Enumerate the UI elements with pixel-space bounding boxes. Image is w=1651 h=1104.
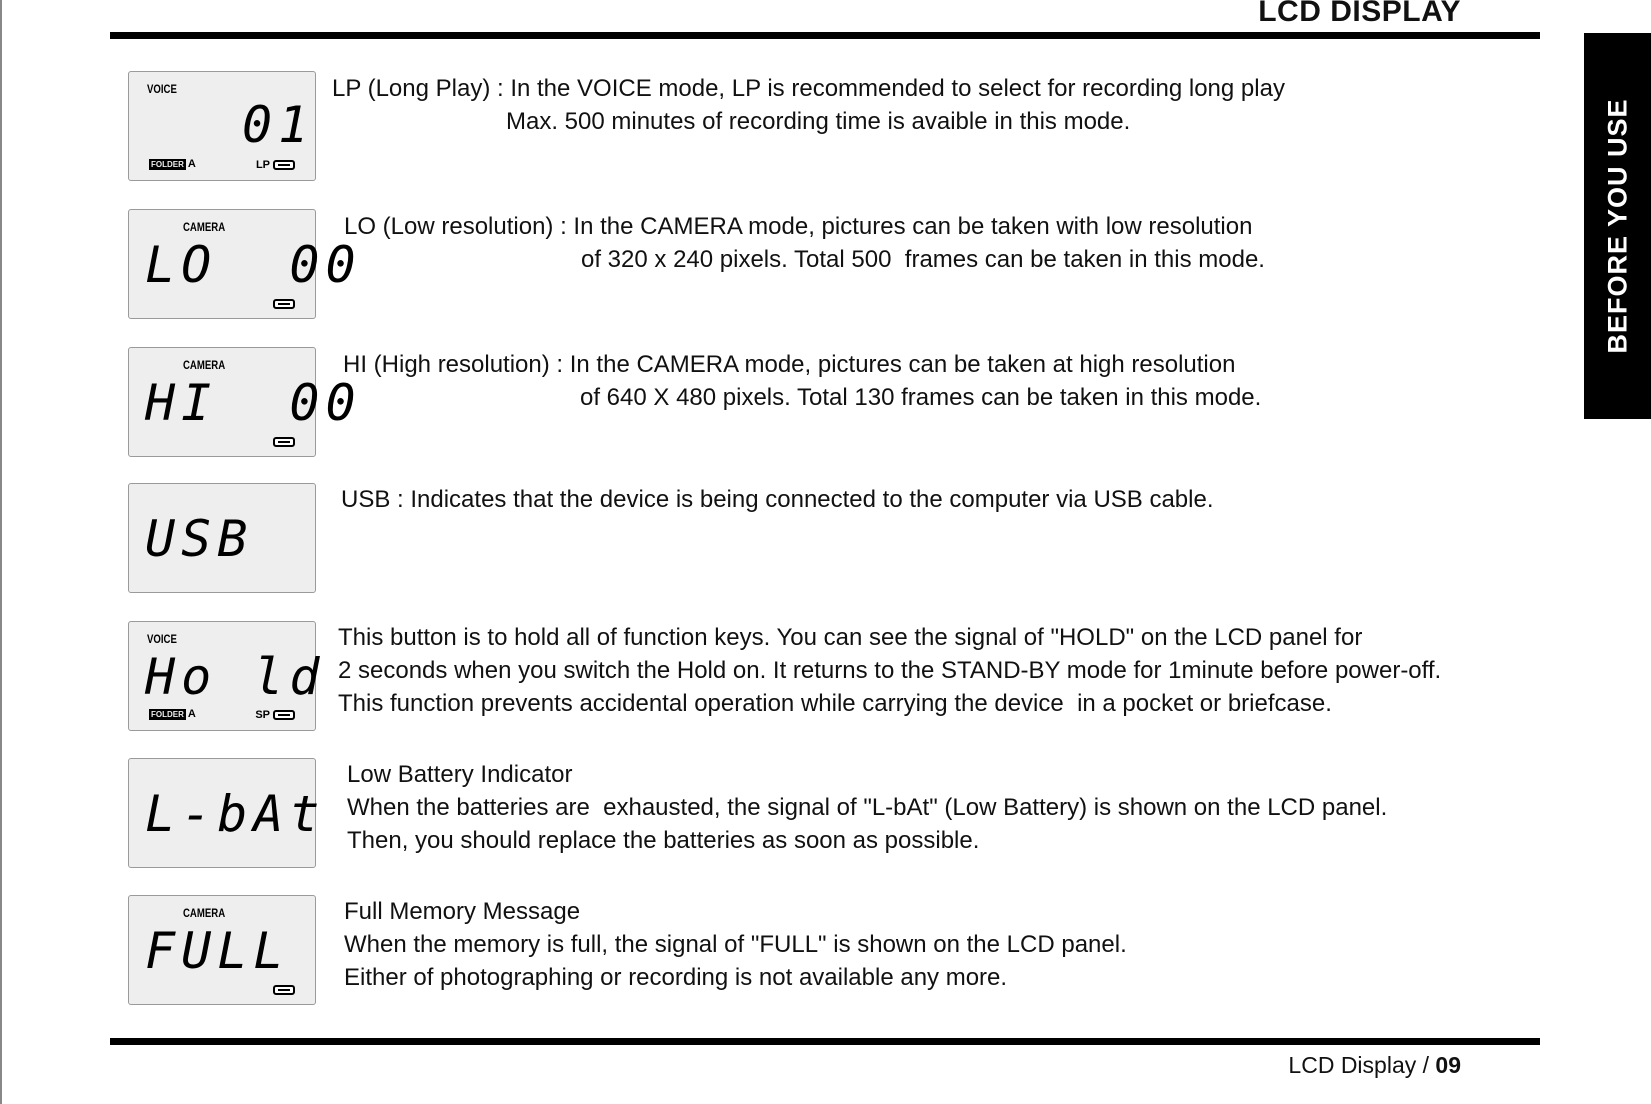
battery-icon xyxy=(273,710,295,720)
page-number: 09 xyxy=(1435,1052,1461,1078)
description-line: When the batteries are exhausted, the signal of "L-bAt" (Low Battery) is shown on the LCD panel. xyxy=(347,794,1388,821)
description-line: LO (Low resolution) : In the CAMERA mode, pictures can be taken with low resolution xyxy=(344,213,1253,240)
lcd-item-usb xyxy=(0,483,1651,595)
lcd-item-hold xyxy=(0,621,1651,733)
lcd-quality-indicator xyxy=(256,159,295,171)
description-line: of 640 X 480 pixels. Total 130 frames can be taken in this mode. xyxy=(580,384,1262,411)
lcd-panel xyxy=(128,347,362,457)
description-line: HI (High resolution) : In the CAMERA mode, pictures can be taken at high resolution xyxy=(343,351,1236,378)
footer-rule xyxy=(110,1038,1540,1045)
description-line: This button is to hold all of function keys. You can see the signal of "HOLD" on the LCD panel for xyxy=(338,624,1363,651)
description-heading: Full Memory Message xyxy=(344,898,581,925)
lcd-panel xyxy=(128,758,326,868)
lcd-item-lo xyxy=(0,209,1651,321)
description-line: Then, you should replace the batteries as soon as possible. xyxy=(347,827,980,854)
section-tab-label: BEFORE YOU USE xyxy=(1602,98,1632,354)
battery-icon xyxy=(273,160,295,170)
battery-icon xyxy=(273,437,295,447)
description-heading: Low Battery Indicator xyxy=(347,761,573,788)
folder-box: FOLDER xyxy=(151,159,184,169)
lcd-digits: HI 00 xyxy=(145,374,362,432)
lcd-panel xyxy=(128,483,316,593)
lcd-panel xyxy=(128,621,326,731)
lcd-digits: 01 xyxy=(242,96,315,154)
footer-label: LCD Display / xyxy=(1288,1052,1436,1078)
lcd-quality-indicator xyxy=(273,299,295,309)
lcd-mode-label: VOICE xyxy=(147,82,177,96)
lcd-digits: Ho ld xyxy=(145,648,326,706)
quality-label: SP xyxy=(255,709,270,721)
lcd-panel xyxy=(128,895,316,1005)
lcd-quality-indicator xyxy=(273,985,295,995)
lcd-item-low-battery xyxy=(0,758,1651,870)
lcd-item-hi xyxy=(0,347,1651,459)
battery-icon xyxy=(273,299,295,309)
lcd-item-lp xyxy=(0,71,1651,183)
lcd-mode-label: CAMERA xyxy=(183,358,226,372)
lcd-digits: L-bAt xyxy=(145,785,326,843)
lcd-panel xyxy=(128,71,316,181)
description-line: Max. 500 minutes of recording time is avaible in this mode. xyxy=(506,108,1131,135)
description-line: of 320 x 240 pixels. Total 500 frames can be taken in this mode. xyxy=(581,246,1265,273)
description-line: When the memory is full, the signal of "FULL" is shown on the LCD panel. xyxy=(344,931,1127,958)
lcd-panel xyxy=(128,209,362,319)
page-title: LCD DISPLAY xyxy=(1258,0,1461,28)
lcd-item-full-memory xyxy=(0,895,1651,1007)
lcd-mode-label: VOICE xyxy=(147,632,177,646)
page-footer xyxy=(1288,1052,1461,1079)
battery-icon xyxy=(273,985,295,995)
folder-letter: A xyxy=(187,158,196,170)
description-line: USB : Indicates that the device is being connected to the computer via USB cable. xyxy=(341,486,1214,513)
lcd-mode-label: CAMERA xyxy=(183,220,226,234)
lcd-quality-indicator xyxy=(273,437,295,447)
lcd-mode-label: CAMERA xyxy=(183,906,226,920)
lcd-digits: USB xyxy=(145,510,254,568)
lcd-folder-indicator xyxy=(149,158,196,170)
description-line: Either of photographing or recording is not available any more. xyxy=(344,964,1008,991)
folder-box: FOLDER xyxy=(151,709,184,719)
lcd-digits: LO 00 xyxy=(145,236,362,294)
quality-label: LP xyxy=(255,159,270,171)
description-line: 2 seconds when you switch the Hold on. It returns to the STAND-BY mode for 1minute before power-off. xyxy=(338,657,1442,684)
header-rule xyxy=(110,32,1540,39)
lcd-digits: FULL xyxy=(145,922,290,980)
folder-letter: A xyxy=(187,708,196,720)
lcd-quality-indicator xyxy=(255,709,295,721)
description-line: LP (Long Play) : In the VOICE mode, LP is recommended to select for recording long play xyxy=(332,75,1285,102)
description-line: This function prevents accidental operation while carrying the device in a pocket or briefcase. xyxy=(338,690,1332,717)
lcd-folder-indicator xyxy=(149,708,196,720)
